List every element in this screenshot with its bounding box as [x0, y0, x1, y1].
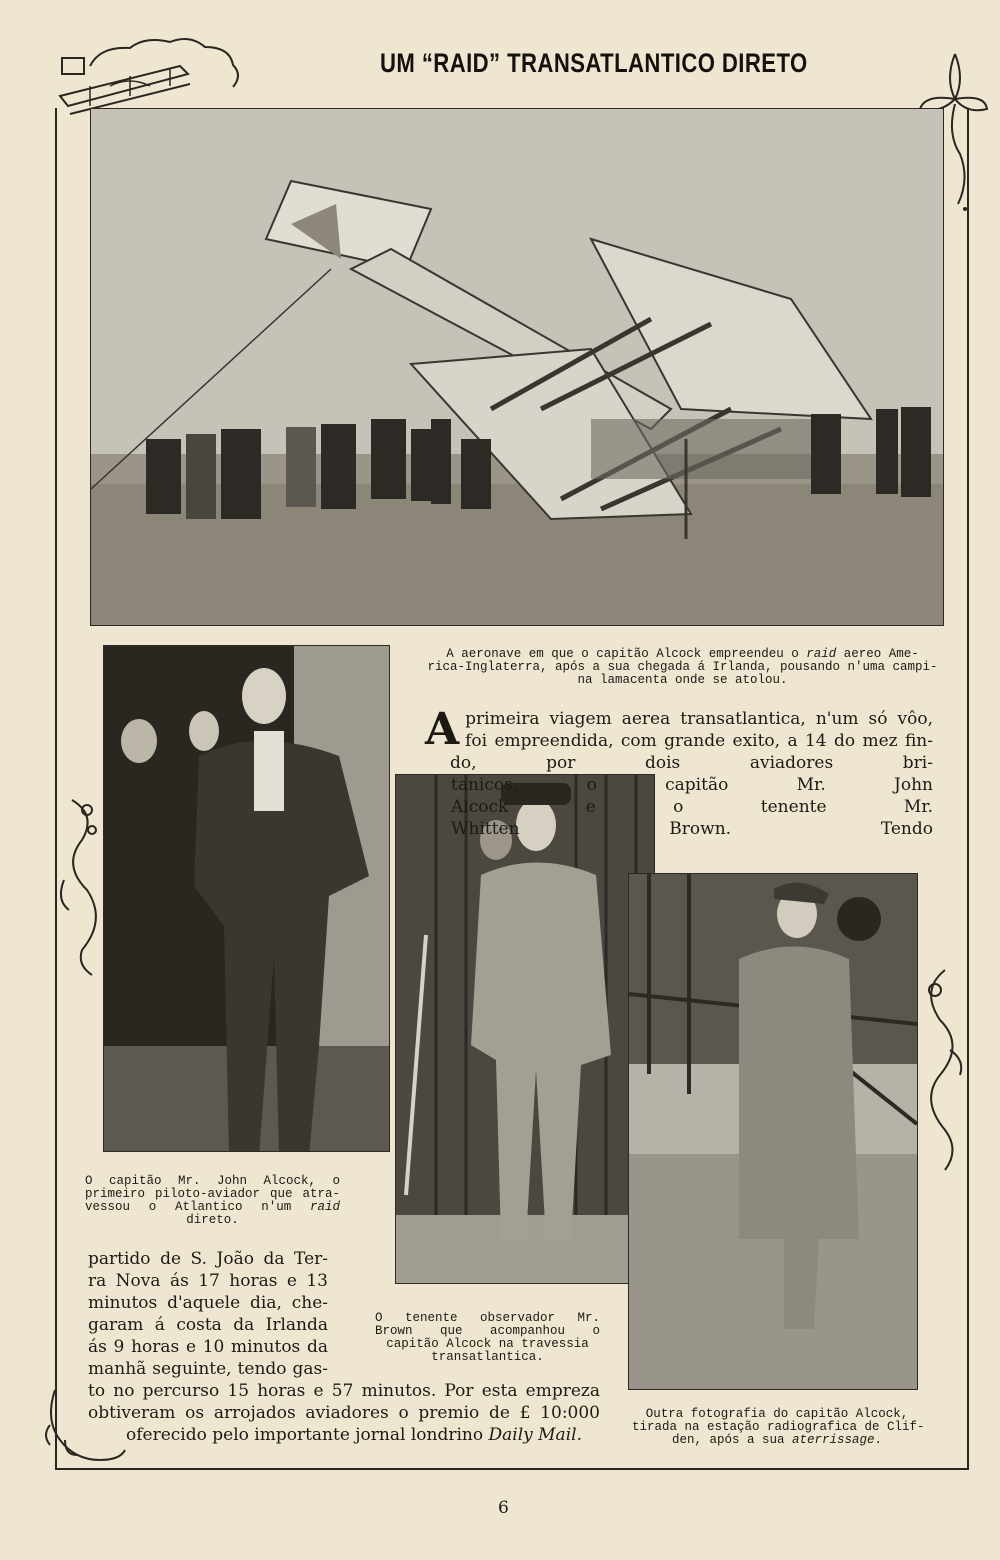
alcock-portrait-caption: O capitão Mr. John Alcock, o primeiro piloto-aviador que atra- vessou o Atlantico n'um raid direto.	[85, 1174, 340, 1227]
article-column-1: A primeira viagem aerea transatlantica, n'um só vôo, foi empreendida, com grande exito, a 14 do mez fin- do, por dois aviadores bri- tanicos, o capitão Mr. John Alcock e o tenente Mr. Whitten Brown. Tendo	[425, 704, 933, 839]
aircraft-photo-caption: A aeronave em que o capitão Alcock empreendeu o raid aereo Ame- rica-Inglaterra, após a sua chegada á Irlanda, pousando n'uma campi- na lamacenta onde se atolou.	[427, 647, 938, 687]
brown-portrait-photo	[395, 774, 655, 1284]
page-title: UM “RAID” TRANSATLANTICO DIRETO	[380, 48, 808, 78]
page-number: 6	[498, 1498, 509, 1518]
article-closing: to no percurso 15 horas e 57 minutos. Por esta empreza obtiveram os arrojados aviadores o premio de £ 10:000 oferecido pelo importante jornal londrino Daily Mail.	[88, 1381, 600, 1445]
alcock-portrait-photo	[103, 645, 390, 1152]
article-column-2: partido de S. João da Ter- ra Nova ás 17 horas e 13 minutos d'aquele dia, che- garam á costa da Irlanda ás 9 horas e 10 minutos da manhã seguinte, tendo gas-	[88, 1249, 328, 1379]
clifden-photo-caption: Outra fotografia do capitão Alcock, tirada na estação radiografica de Clif- den, após a sua aterrissage.	[632, 1407, 925, 1447]
aircraft-photo	[90, 108, 944, 626]
leaf-ornament-right	[915, 960, 975, 1180]
brown-portrait-caption: O tenente observador Mr. Brown que acompanhou o capitão Alcock na travessia transatlantica.	[375, 1311, 600, 1364]
clifden-photo	[628, 873, 918, 1390]
article-dropcap: A	[425, 704, 460, 755]
leaf-ornament-left	[52, 790, 107, 980]
